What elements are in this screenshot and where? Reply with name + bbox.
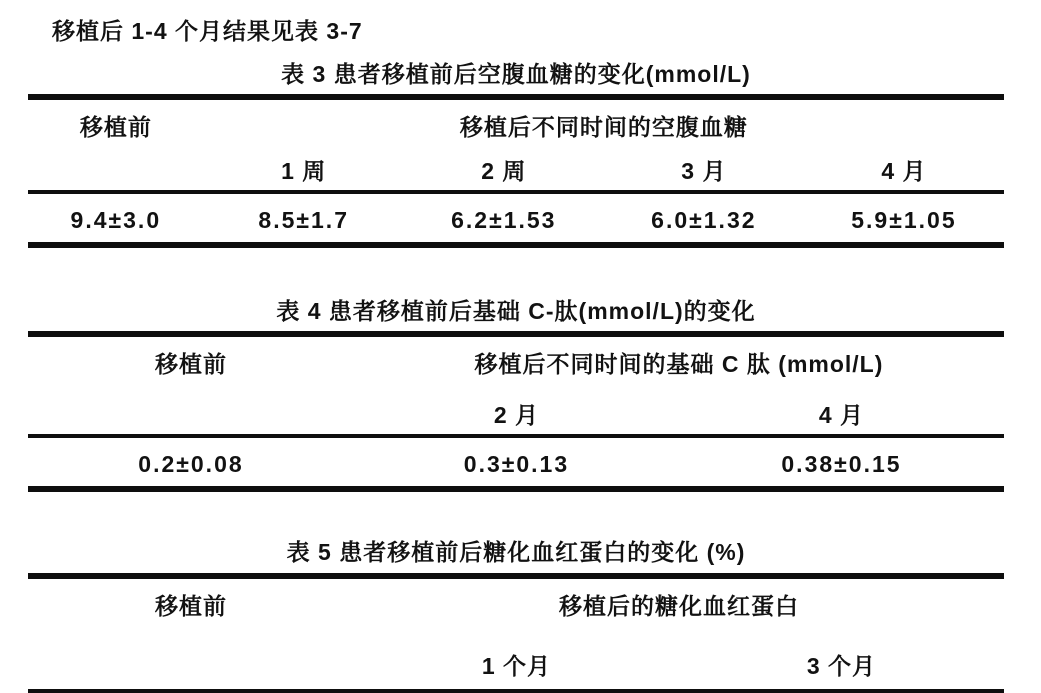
table-4-pre-transplant-header: 移植前 [154, 351, 227, 377]
table-4-pre-transplant-value: 0.2±0.08 [138, 451, 244, 477]
table-3-value-4month: 5.9±1.05 [851, 207, 957, 233]
empty-cell [28, 652, 354, 680]
table-4-title: 表 4 患者移植前后基础 C-肽(mmol/L)的变化 [276, 298, 756, 324]
table-3-time-col-2week: 2 周 [481, 158, 527, 184]
table-4-value-4month: 0.38±0.15 [781, 451, 902, 477]
table-5-pre-transplant-header: 移植前 [154, 593, 227, 619]
table-4-bottom-rule [28, 486, 1004, 492]
table-3-values-row [28, 194, 1004, 242]
table-4-value-2month: 0.3±0.13 [463, 451, 570, 477]
table-3-header-row [28, 100, 1004, 150]
table-3-value-2week: 6.2±1.53 [451, 207, 557, 233]
table-5-title: 表 5 患者移植前后糖化血红蛋白的变化 (%) [286, 539, 746, 565]
table-4-post-transplant-group-header: 移植后不同时间的基础 C 肽 (mmol/L) [474, 351, 884, 377]
intro-text: 移植后 1-4 个月结果见表 3-7 [52, 18, 363, 44]
table-4-header-row [28, 337, 1004, 387]
table-5-header-row [28, 579, 1004, 629]
table-4-subheader-row [28, 387, 1004, 434]
table-4-c-peptide [28, 298, 1004, 492]
table-4-time-col-4month: 4 月 [818, 402, 865, 428]
table-3-title: 表 3 患者移植前后空腹血糖的变化(mmol/L) [281, 61, 751, 87]
table-5-time-col-1month: 1 个月 [481, 653, 552, 679]
empty-cell [28, 157, 204, 185]
table-4-time-col-2month: 2 月 [493, 402, 540, 428]
empty-cell [28, 401, 354, 429]
table-3-value-1week: 8.5±1.7 [258, 207, 349, 233]
table-3-subheader-row [28, 150, 1004, 190]
table-5-header-rule [28, 689, 1004, 693]
table-3-fasting-glucose [28, 61, 1004, 248]
table-3-time-col-3month: 3 月 [681, 158, 727, 184]
table-3-post-transplant-group-header: 移植后不同时间的空腹血糖 [459, 114, 748, 140]
table-3-bottom-rule [28, 242, 1004, 248]
table-3-time-col-4month: 4 月 [881, 158, 927, 184]
table-5-post-transplant-group-header: 移植后的糖化血红蛋白 [558, 593, 799, 619]
table-3-value-3month: 6.0±1.32 [651, 207, 757, 233]
table-3-time-col-1week: 1 周 [281, 158, 327, 184]
table-5-hba1c [28, 539, 1004, 693]
table-4-values-row [28, 438, 1004, 486]
table-5-time-col-3month: 3 个月 [806, 653, 877, 679]
table-3-pre-transplant-value: 9.4±3.0 [70, 207, 162, 233]
table-3-pre-transplant-header: 移植前 [79, 114, 152, 140]
table-5-subheader-row [28, 629, 1004, 689]
